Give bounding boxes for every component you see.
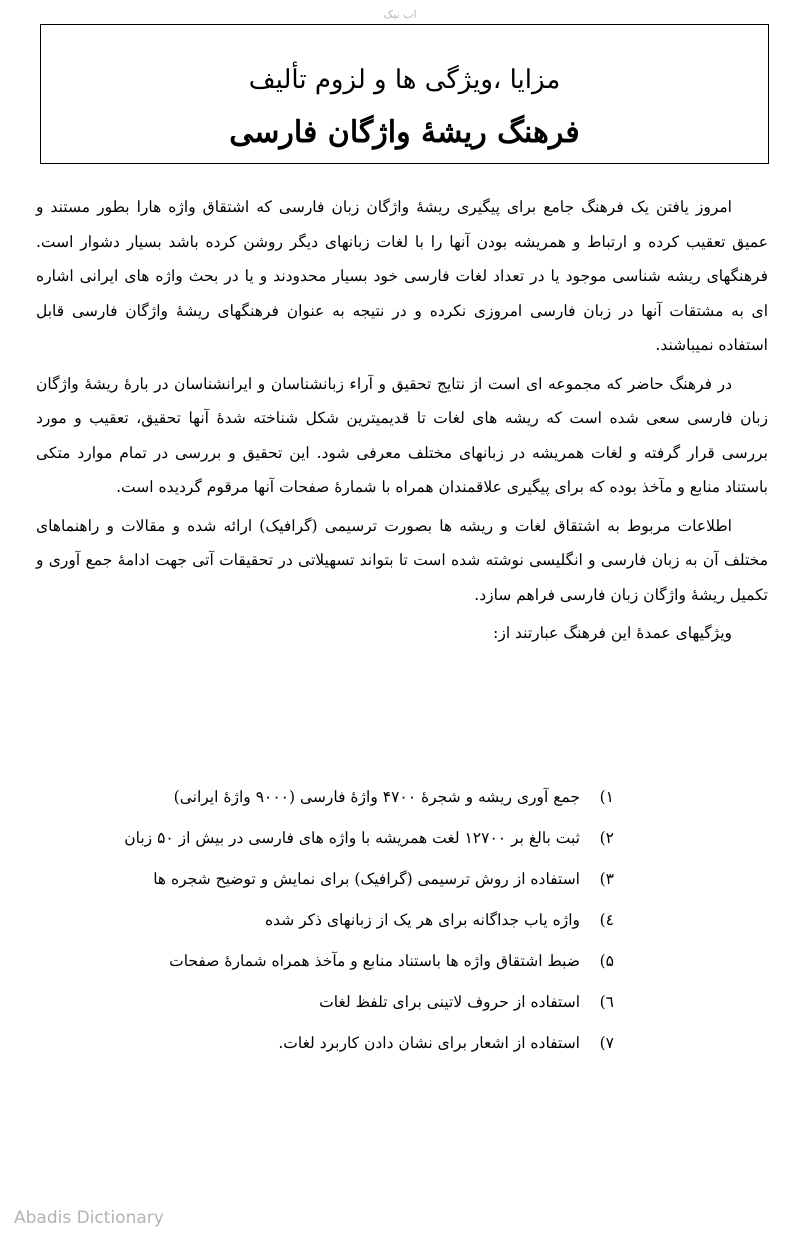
paragraph-2: در فرهنگ حاضر که مجموعه ای است از نتایج تحقیق و آراء زبانشناسان و ایرانشناسان در بارهٔ ریشهٔ واژگان زبان فارسی سعی شده است که ریشه های لغات تا قدیمیترین شکل شناخته شدهٔ آنها تحقیق، تعقیب و مورد بررسی قرار گرفته و لغات همریشه در زبانهای مختلف معرفی شود. این تحقیق و بررسی در تمام موارد متکی باستناد منابع و مآخذ بوده که برای پیگیری علاقمندان همراه با شمارهٔ صفحات آنها مرقوم گردیده است. — [36, 374, 768, 496]
feature-item — [94, 1028, 614, 1069]
feature-text: واژه یاب جداگانه برای هر یک از زبانهای ذکر شده — [264, 911, 580, 929]
features-list — [94, 782, 614, 1069]
feature-item — [94, 905, 614, 946]
article-body — [36, 190, 768, 651]
feature-text: استفاده از اشعار برای نشان دادن کاربرد لغات. — [278, 1034, 580, 1052]
feature-text: استفاده از حروف لاتینی برای تلفظ لغات — [319, 993, 580, 1011]
feature-item — [94, 782, 614, 823]
feature-text: ثبت بالغ بر ۱۲۷۰۰ لغت همریشه با واژه های فارسی در بیش از ۵۰ زبان — [124, 829, 580, 847]
feature-item — [94, 987, 614, 1028]
title-box — [40, 24, 769, 164]
feature-item — [94, 864, 614, 905]
feature-item — [94, 823, 614, 864]
title-subtitle: مزایا ،ویژگی ها و لزوم تألیف — [248, 65, 561, 95]
feature-number: ٦) — [599, 993, 614, 1011]
feature-number: ٤) — [599, 911, 614, 929]
paragraph-1: امروز یافتن یک فرهنگ جامع برای پیگیری ریشهٔ واژگان زبان فارسی که اشتقاق واژه هارا بطور مستند و عمیق تعقیب کرده و ارتباط و همریشه بودن آنها را با لغات زبانهای دیگر روشن کرده باشد بسیار دشوار است. فرهنگهای ریشه شناسی موجود یا در تعداد لغات فارسی خود بسیار محدودند و یا در بحث واژه های ایرانی اشاره ای به مشتقات آنها در زبان فارسی امروزی نکرده و در نتیجه به عنوان فرهنگهای ریشهٔ واژگان فارسی قابل استفاده نمیباشند. — [36, 198, 768, 354]
feature-number: ۲) — [599, 829, 614, 847]
watermark: Abadis Dictionary — [14, 1208, 164, 1228]
feature-text: استفاده از روش ترسیمی (گرافیک) برای نمایش و توضیح شجره ها — [153, 870, 580, 888]
page-title: فرهنگ ریشهٔ واژگان فارسی — [229, 115, 580, 150]
feature-number: ۵) — [599, 952, 614, 970]
feature-number: ۱) — [599, 788, 614, 806]
feature-number: ۷) — [599, 1034, 614, 1052]
paragraph-3: اطلاعات مربوط به اشتقاق لغات و ریشه ها بصورت ترسیمی (گرافیک) ارائه شده و مقالات و راهنماهای مختلف آن به زبان فارسی و انگلیسی نوشته شده است تا بتواند تسهیلاتی در تحقیقات آتی جهت ادامهٔ جمع آوری و تکمیل ریشهٔ واژگان زبان فارسی فراهم سازد. — [36, 516, 768, 604]
feature-number: ۳) — [599, 870, 614, 888]
site-mark: اب نیک — [383, 8, 417, 21]
feature-text: جمع آوری ریشه و شجرهٔ ۴۷۰۰ واژهٔ فارسی (۹۰۰۰ واژهٔ ایرانی) — [173, 788, 580, 806]
feature-item — [94, 946, 614, 987]
feature-text: ضبط اشتقاق واژه ها باستناد منابع و مآخذ همراه شمارهٔ صفحات — [169, 952, 580, 970]
features-intro: ویژگیهای عمدهٔ این فرهنگ عبارتند از: — [493, 624, 732, 642]
